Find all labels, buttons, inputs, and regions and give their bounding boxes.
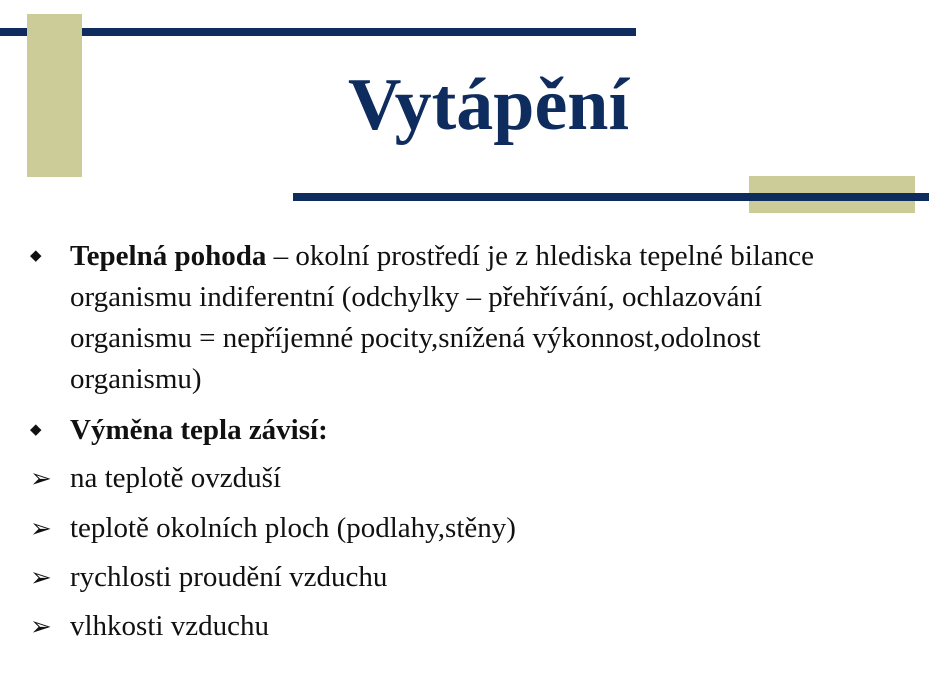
- arrow-bullet-icon: ➢: [30, 563, 52, 592]
- diamond-bullet-icon: ◆: [30, 422, 42, 438]
- bullet-body-text: – okolní prostředí je z hlediska tepelné bilance organismu indiferentní (odchylky – přehřívání, ochlazování organismu = nepříjemné pocity,snížená výkonnost,odolnost organismu): [70, 240, 814, 395]
- sub-bullet-vlhkost-vzduchu: [30, 606, 870, 647]
- bullet-text: [70, 410, 870, 451]
- bullet-tepelna-pohoda: [30, 236, 870, 400]
- bullet-text: na teplotě ovzduší: [70, 462, 282, 494]
- bullet-text: [70, 236, 870, 400]
- slide-title: Vytápění: [348, 64, 630, 146]
- arrow-bullet-icon: ➢: [30, 464, 52, 493]
- sub-bullet-rychlost-proudeni: [30, 557, 870, 598]
- arrow-bullet-icon: ➢: [30, 514, 52, 543]
- bullet-bold-text: Tepelná pohoda: [70, 240, 267, 272]
- diamond-bullet-icon: ◆: [30, 248, 42, 264]
- sub-bullet-teplota-ovzdusi: [30, 458, 870, 499]
- bullet-vymena-tepla: [30, 410, 870, 451]
- arrow-bullet-icon: ➢: [30, 612, 52, 641]
- sub-bullet-teplota-ploch: [30, 508, 870, 549]
- bullet-text: teplotě okolních ploch (podlahy,stěny): [70, 512, 516, 544]
- bullet-bold-text: Výměna tepla závisí:: [70, 414, 328, 446]
- bullet-text: rychlosti proudění vzduchu: [70, 561, 388, 593]
- bullet-text: vlhkosti vzduchu: [70, 610, 269, 642]
